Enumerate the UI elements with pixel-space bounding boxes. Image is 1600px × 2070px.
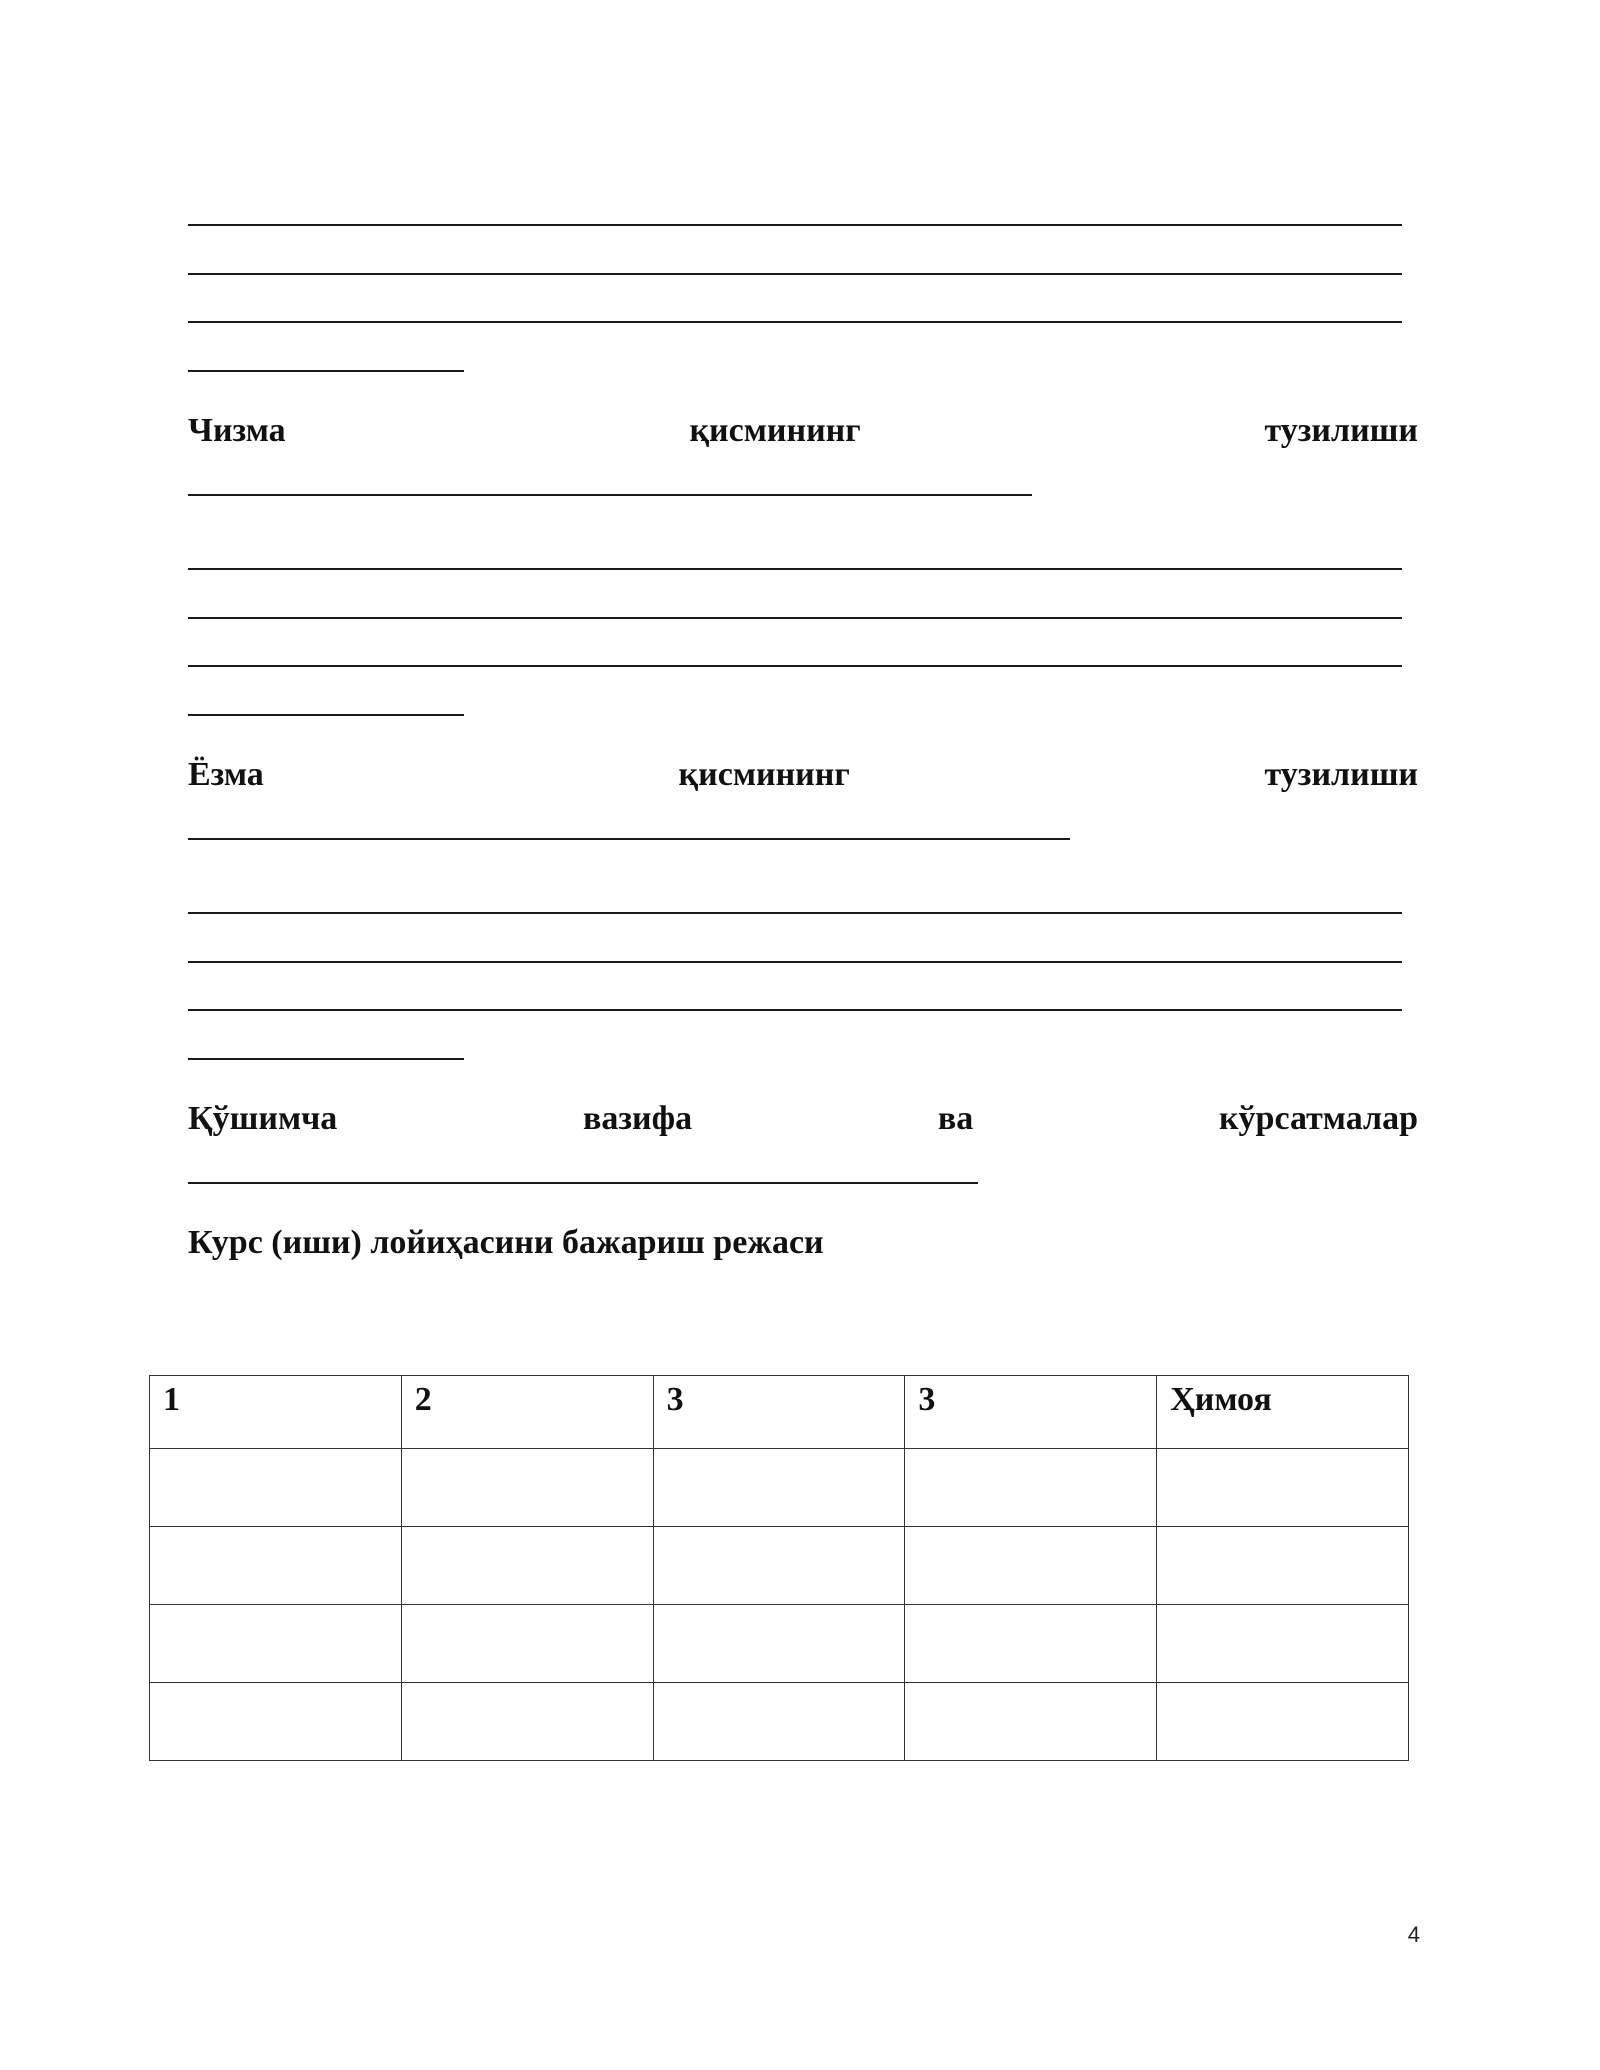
plan-title: Курс (иши) лойиҳасини бажариш режаси xyxy=(188,1224,824,1261)
page-number: 4 xyxy=(1407,1922,1420,1947)
table-cell xyxy=(401,1605,653,1683)
blank-line xyxy=(188,665,1402,667)
table-row xyxy=(150,1449,1409,1527)
table-cell xyxy=(653,1449,905,1527)
table-cell xyxy=(150,1605,402,1683)
table-row xyxy=(150,1605,1409,1683)
section-heading-additional-tasks xyxy=(188,1099,1418,1139)
table-cell xyxy=(150,1449,402,1527)
blank-line xyxy=(188,961,1402,963)
table-cell xyxy=(1157,1683,1409,1761)
blank-line xyxy=(188,273,1402,275)
table-cell xyxy=(905,1683,1157,1761)
table-cell xyxy=(905,1527,1157,1605)
heading-word: кўрсатмалар xyxy=(1218,1100,1418,1137)
table-cell xyxy=(150,1527,402,1605)
table-header-cell: 2 xyxy=(401,1376,653,1449)
table-cell xyxy=(401,1527,653,1605)
blank-line xyxy=(188,1009,1402,1011)
table-row xyxy=(150,1683,1409,1761)
heading-word: Ёзма xyxy=(188,756,264,793)
section-heading-written-part xyxy=(188,755,1418,795)
heading-underline xyxy=(188,494,1032,496)
blank-line xyxy=(188,617,1402,619)
heading-word: тузилиши xyxy=(1264,756,1418,793)
table-cell xyxy=(401,1683,653,1761)
table-cell xyxy=(653,1683,905,1761)
blank-line xyxy=(188,1058,464,1060)
table-cell xyxy=(401,1449,653,1527)
heading-word: қисмининг xyxy=(678,756,850,793)
table-cell xyxy=(1157,1605,1409,1683)
table-cell xyxy=(1157,1527,1409,1605)
heading-word: қисмининг xyxy=(689,412,861,449)
heading-word: Қўшимча xyxy=(188,1100,338,1137)
table-header-row xyxy=(150,1376,1409,1449)
blank-line xyxy=(188,568,1402,570)
heading-underline xyxy=(188,1182,978,1184)
table-header-cell: 1 xyxy=(150,1376,402,1449)
blank-line xyxy=(188,224,1402,226)
heading-underline xyxy=(188,838,1070,840)
table-header-cell: 3 xyxy=(653,1376,905,1449)
blank-line xyxy=(188,912,1402,914)
table-header-cell: 3 xyxy=(905,1376,1157,1449)
heading-word: тузилиши xyxy=(1264,412,1418,449)
table-cell xyxy=(150,1683,402,1761)
blank-line xyxy=(188,370,464,372)
table-cell xyxy=(653,1527,905,1605)
table-row xyxy=(150,1527,1409,1605)
table-cell xyxy=(653,1605,905,1683)
blank-line xyxy=(188,321,1402,323)
heading-word: ва xyxy=(937,1100,974,1137)
table-cell xyxy=(905,1605,1157,1683)
section-heading-drawing-part xyxy=(188,411,1418,451)
table-cell xyxy=(905,1449,1157,1527)
heading-word: Чизма xyxy=(188,412,286,449)
blank-line xyxy=(188,714,464,716)
table-cell xyxy=(1157,1449,1409,1527)
table-header-cell: Ҳимоя xyxy=(1157,1376,1409,1449)
plan-table xyxy=(149,1375,1409,1761)
heading-word: вазифа xyxy=(583,1100,693,1137)
